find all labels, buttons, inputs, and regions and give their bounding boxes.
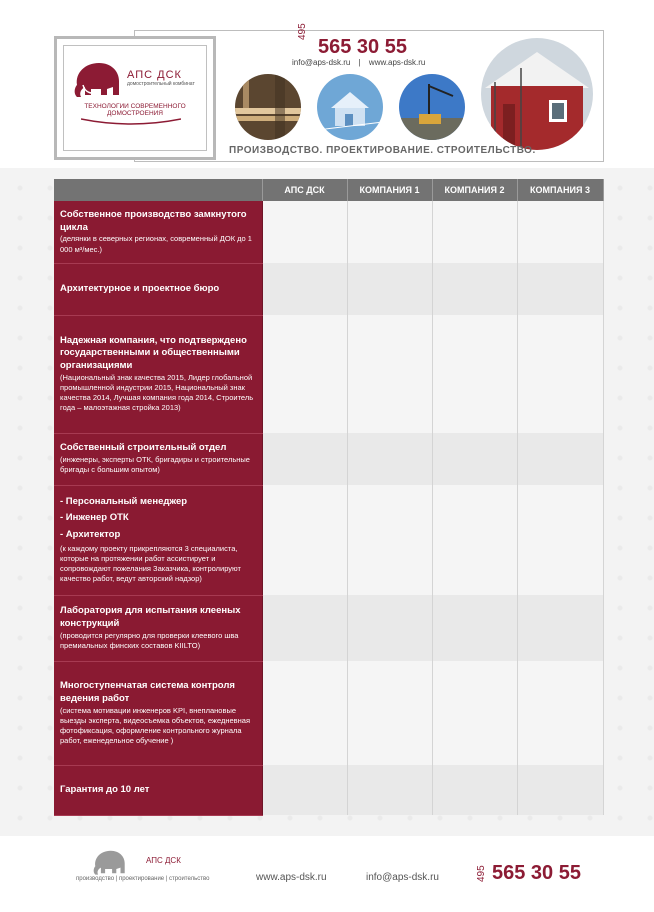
- logo-tagline: ТЕХНОЛОГИИ СОВРЕМЕННОГО ДОМОСТРОЕНИЯ: [84, 103, 186, 117]
- photo-timber-beams: [235, 74, 301, 140]
- feature-cell: [54, 485, 262, 595]
- feature-cell: [54, 765, 262, 815]
- feature-cell: [54, 315, 262, 433]
- table-row: [54, 315, 603, 433]
- feature-cell: [54, 661, 262, 765]
- feature-cell: [54, 201, 262, 263]
- table-row: [54, 765, 603, 815]
- feature-note: (к каждому проекту прикрепляются 3 специалиста, которые на протяжении работ ассистирует и сопровождают пожелания Заказчика, контролируют качество работ, ведут авторский надзор): [60, 543, 241, 584]
- cell-aps-dsk: [262, 661, 347, 765]
- footer-tagline: производство | проектирование | строительство: [76, 876, 210, 882]
- feature-note: (система мотивации инженеров KPI, внеплановые выезды эксперта, видеосъемка объектов, ежедневная фотофиксация, оформление контрольного журнала работ, еженедельное обучение ): [60, 705, 251, 745]
- cell-company-2: [432, 485, 517, 595]
- cell-company-2: [432, 433, 517, 485]
- logo-subtitle: домостроительный комбинат: [127, 81, 195, 87]
- feature-title: Собственный строительный отдел: [60, 442, 227, 454]
- cell-company-2: [432, 595, 517, 661]
- feature-cell: [54, 263, 262, 315]
- logo-swoosh-icon: [81, 117, 181, 127]
- column-header-company-2: КОМПАНИЯ 2: [432, 179, 517, 201]
- footer-email-link[interactable]: info@aps-dsk.ru: [366, 872, 439, 883]
- feature-note: (инженеры, эксперты ОТК, бригадиры и строительные бригады с большим опытом): [60, 455, 250, 475]
- company-logo-card: [54, 36, 216, 160]
- feature-title: Многоступенчатая система контроля ведения работ: [60, 679, 235, 704]
- phone-number[interactable]: 565 30 55: [318, 36, 407, 58]
- table-row: [54, 201, 603, 263]
- cell-company-2: [432, 201, 517, 263]
- contacts-separator: |: [358, 58, 361, 67]
- cell-aps-dsk: [262, 595, 347, 661]
- feature-title: Архитектурное и проектное бюро: [60, 282, 220, 294]
- footer-website-link[interactable]: www.aps-dsk.ru: [256, 872, 327, 883]
- cell-company-1: [347, 315, 432, 433]
- cell-company-1: [347, 765, 432, 815]
- table-row: [54, 595, 603, 661]
- column-header-aps-dsk: АПС ДСК: [262, 179, 347, 201]
- mammoth-logo-icon: [71, 59, 125, 99]
- feature-title: Собственное производство замкнутого цикла: [60, 208, 247, 233]
- cell-aps-dsk: [262, 315, 347, 433]
- feature-title: Лаборатория для испытания клееных конструкций: [60, 605, 241, 629]
- footer-mammoth-icon: [76, 848, 144, 876]
- feature-cell: [54, 595, 262, 661]
- contacts-line: [292, 58, 425, 67]
- cell-company-2: [432, 765, 517, 815]
- cell-company-1: [347, 433, 432, 485]
- feature-note: (Национальный знак качества 2015, Лидер глобальной промышленной индустрии 2015, Национальный знак качества 2014, Лучшая компания года 2014, Строитель года – малоэтажная стройка 2013): [60, 372, 254, 413]
- photo-crane: [399, 74, 465, 140]
- cell-company-3: [517, 765, 603, 815]
- cell-company-3: [517, 595, 603, 661]
- feature-note: (делянки в северных регионах, современный ДОК до 1 000 м³/мес.): [60, 234, 252, 254]
- cell-aps-dsk: [262, 765, 347, 815]
- cell-company-3: [517, 201, 603, 263]
- cell-aps-dsk: [262, 263, 347, 315]
- column-header-feature: [54, 179, 262, 201]
- cell-company-2: [432, 315, 517, 433]
- cell-company-3: [517, 433, 603, 485]
- feature-note: (проводится регулярно для проверки клеевого шва премиальных финских составов KIILTO): [60, 630, 239, 650]
- cell-company-3: [517, 661, 603, 765]
- feature-cell: [54, 433, 262, 485]
- cell-company-1: [347, 485, 432, 595]
- cell-company-1: [347, 595, 432, 661]
- cell-company-2: [432, 263, 517, 315]
- cell-company-1: [347, 263, 432, 315]
- photo-house-blueprint: [317, 74, 383, 140]
- feature-title: Надежная компания, что подтверждено государственными и общественными организациями: [60, 334, 247, 372]
- header-slogan: ПРОИЗВОДСТВО. ПРОЕКТИРОВАНИЕ. СТРОИТЕЛЬСТВО.: [229, 145, 536, 156]
- cell-aps-dsk: [262, 433, 347, 485]
- phone-code: 495: [297, 23, 308, 40]
- cell-company-3: [517, 263, 603, 315]
- table-row: [54, 433, 603, 485]
- feature-title-2: - Инженер ОТК: [60, 512, 129, 524]
- cell-aps-dsk: [262, 485, 347, 595]
- cell-company-3: [517, 315, 603, 433]
- email-link[interactable]: info@aps-dsk.ru: [292, 58, 351, 67]
- table-header-row: [54, 179, 603, 201]
- feature-title-3: - Архитектор: [60, 529, 121, 541]
- footer-logo-name: АПС ДСК: [146, 856, 181, 865]
- table-row: [54, 661, 603, 765]
- cell-company-1: [347, 661, 432, 765]
- feature-title: Гарантия до 10 лет: [60, 783, 150, 795]
- website-link[interactable]: www.aps-dsk.ru: [368, 58, 426, 67]
- table-row: [54, 485, 603, 595]
- comparison-table: [54, 179, 604, 816]
- feature-title: - Персональный менеджер: [60, 495, 188, 507]
- table-row: [54, 263, 603, 315]
- cell-company-3: [517, 485, 603, 595]
- cell-company-2: [432, 661, 517, 765]
- cell-company-1: [347, 201, 432, 263]
- footer-phone-code: 495: [476, 865, 487, 882]
- column-header-company-1: КОМПАНИЯ 1: [347, 179, 432, 201]
- column-header-company-3: КОМПАНИЯ 3: [517, 179, 603, 201]
- photo-red-house: [481, 38, 593, 150]
- logo-name: АПС ДСК: [127, 69, 182, 81]
- footer-phone-number[interactable]: 565 30 55: [492, 862, 581, 884]
- cell-aps-dsk: [262, 201, 347, 263]
